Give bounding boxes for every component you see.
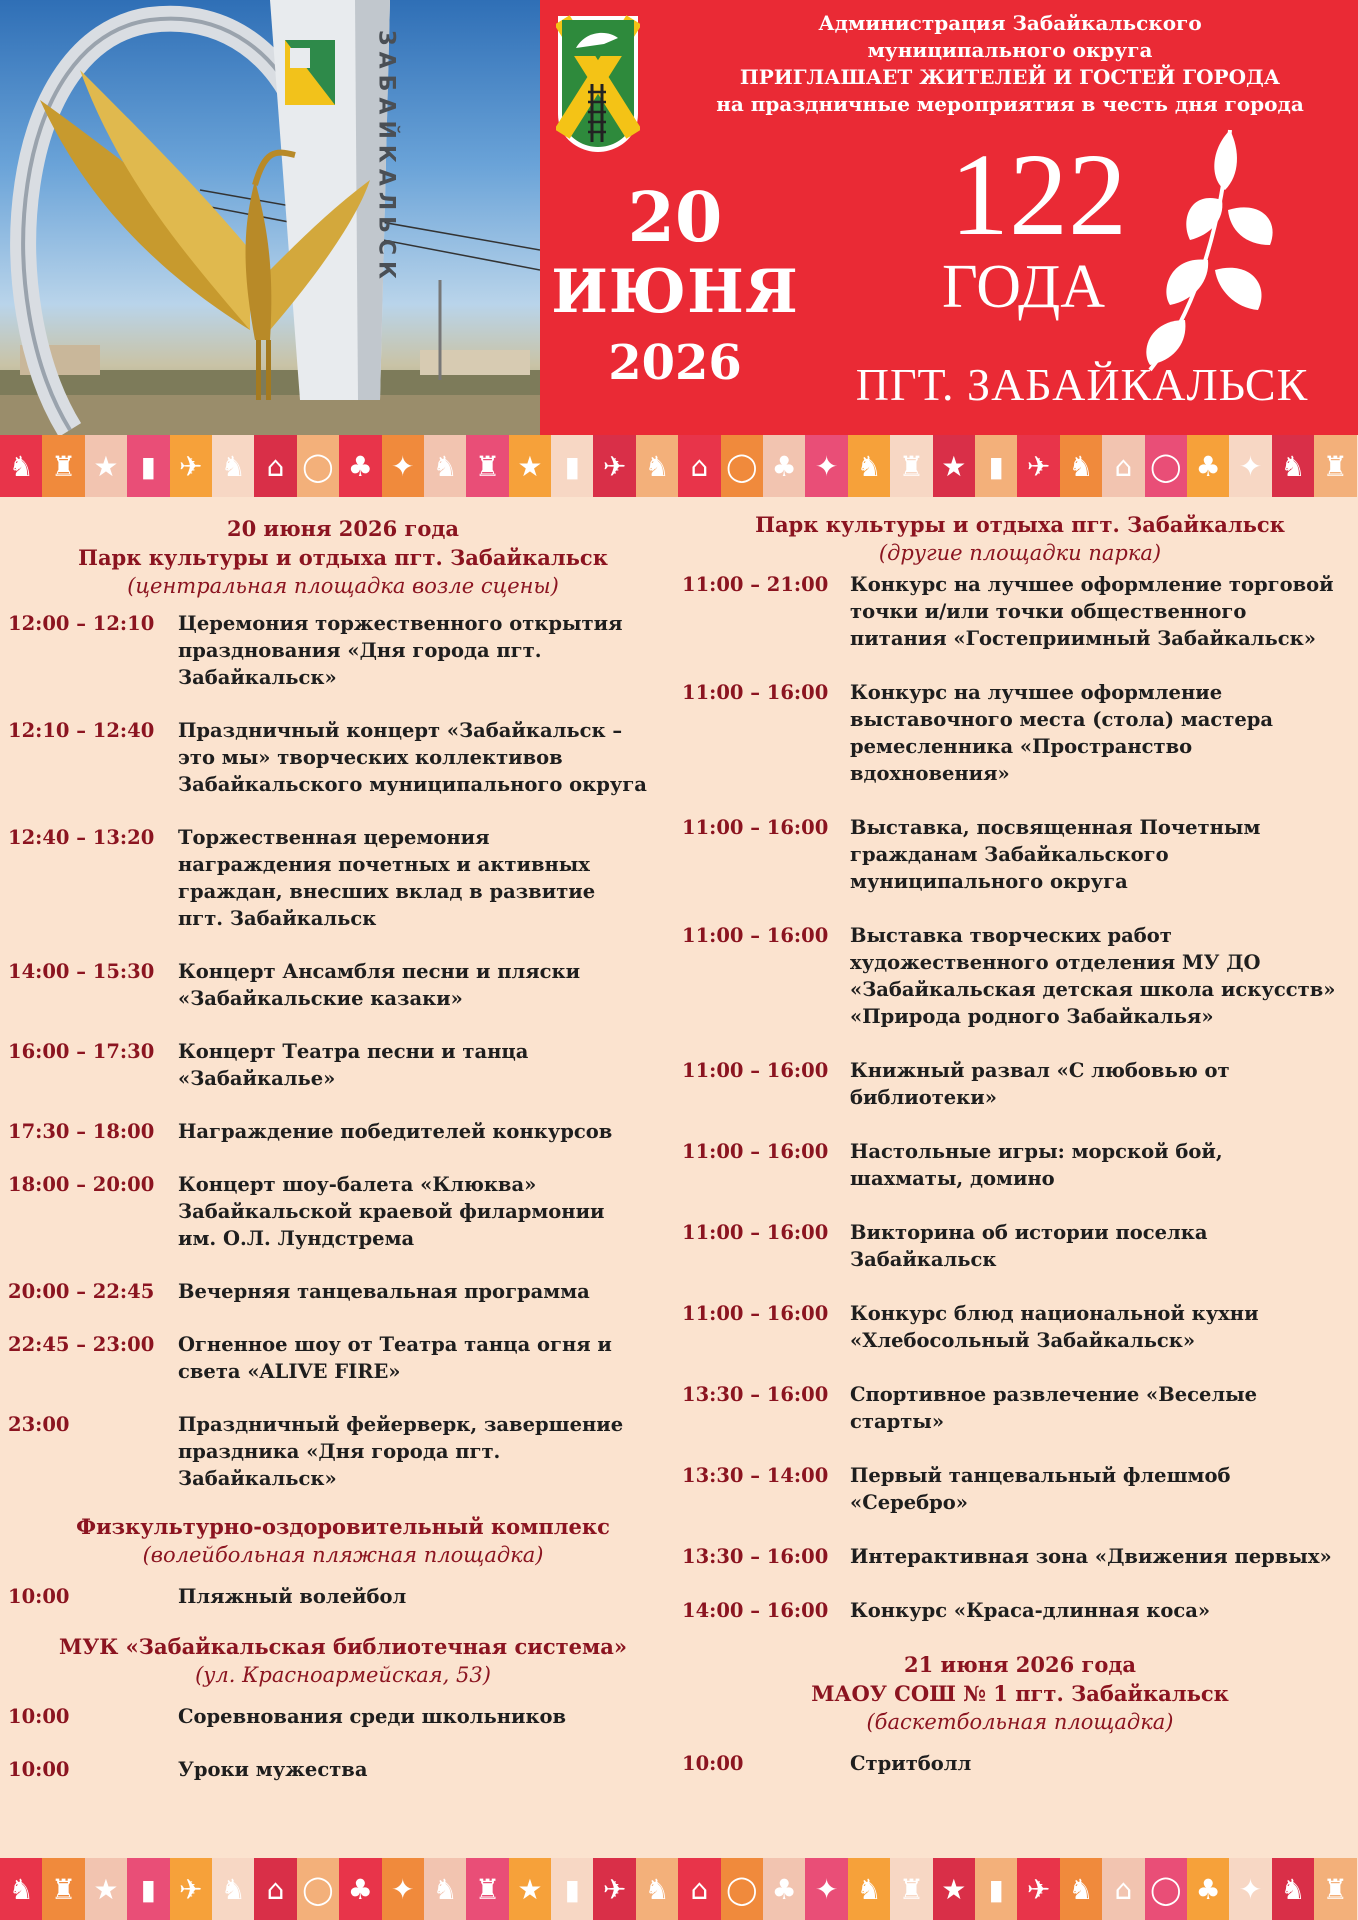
schedule-item (682, 814, 1358, 895)
ornament-tile-icon: ♜ (466, 435, 508, 497)
ornament-strip-bottom (0, 1858, 1358, 1920)
event-time: 17:30 – 18:00 (8, 1120, 155, 1143)
event-description: Стритболл (850, 1752, 972, 1775)
ornament-tile-icon: ✦ (805, 1858, 847, 1920)
ornament-tile-icon: ♞ (424, 435, 466, 497)
admin-line: муниципального округа (867, 38, 1153, 62)
schedule-item (682, 1381, 1358, 1435)
ornament-tile-icon: ♜ (42, 435, 84, 497)
ornament-tile-icon: ♞ (424, 1858, 466, 1920)
ornament-tile-icon: ✈ (170, 1858, 212, 1920)
event-time: 11:00 – 16:00 (682, 1140, 829, 1163)
ornament-tile-icon: ✦ (382, 1858, 424, 1920)
event-time: 14:00 – 15:30 (8, 960, 155, 983)
ornament-tile-icon: ★ (85, 1858, 127, 1920)
ornament-tile-icon: ♞ (1060, 435, 1102, 497)
ornament-tile-icon: ★ (509, 1858, 551, 1920)
section-date: 20 июня 2026 года (226, 516, 460, 541)
event-description: Выставка, посвященная Почетным гражданам Забайкальского муниципального округа (850, 816, 1261, 893)
ornament-tile-icon: ⌂ (678, 1858, 720, 1920)
event-description: Викторина об истории поселка Забайкальск (850, 1221, 1208, 1271)
monument-sign: ЗАБАЙКАЛЬСК (373, 30, 399, 286)
schedule-item (8, 1171, 678, 1252)
schedule-item (682, 1462, 1358, 1516)
event-description: Огненное шоу от Театра танца огня и света «ALIVE FIRE» (178, 1333, 612, 1383)
event-time: 12:40 – 13:20 (8, 826, 155, 849)
event-description: Настольные игры: морской бой, шахматы, домино (850, 1140, 1223, 1190)
section-subtitle: (ул. Красноармейская, 53) (195, 1663, 491, 1687)
schedule-item (8, 1038, 678, 1092)
ornament-tile-icon: ♜ (890, 435, 932, 497)
section-central-stage (8, 514, 678, 1492)
event-description: Спортивное развлечение «Веселые старты» (850, 1383, 1258, 1433)
coat-of-arms-icon (556, 14, 640, 154)
header (0, 0, 1358, 435)
ornament-tile-icon: ▮ (551, 1858, 593, 1920)
ornament-tile-icon: ♞ (1272, 435, 1314, 497)
event-description: Концерт Театра песни и танца «Забайкалье» (178, 1040, 529, 1090)
schedule-item (682, 1750, 1358, 1777)
schedule-item (682, 1300, 1358, 1354)
section-sports-complex (8, 1512, 678, 1610)
ornament-tile-icon: ♞ (1272, 1858, 1314, 1920)
event-time: 10:00 (682, 1752, 744, 1775)
ornament-tile-icon: ✈ (170, 435, 212, 497)
schedule-item (8, 958, 678, 1012)
event-description: Концерт шоу-балета «Клюква» Забайкальской краевой филармонии им. О.Л. Лундстрема (178, 1173, 605, 1250)
schedule-item (8, 1118, 678, 1145)
ornament-tile-icon: ♞ (636, 1858, 678, 1920)
section-venue: Парк культуры и отдыха пгт. Забайкальск (78, 545, 608, 570)
event-time: 16:00 – 17:30 (8, 1040, 155, 1063)
anniversary-number: 122 (950, 129, 1127, 260)
event-description: Уроки мужества (178, 1758, 368, 1781)
ornament-tile-icon: ▮ (551, 435, 593, 497)
event-date (540, 180, 810, 398)
ornament-tile-icon: ✦ (382, 435, 424, 497)
schedule-item (8, 717, 678, 798)
anniversary-word: ГОДА (942, 253, 1106, 321)
ornament-tile-icon: ⌂ (254, 1858, 296, 1920)
section-venue: МУК «Забайкальская библиотечная система» (58, 1634, 627, 1659)
event-description: Концерт Ансамбля песни и пляски «Забайкальские казаки» (178, 960, 581, 1010)
schedule-item (682, 679, 1358, 787)
section-school (682, 1650, 1358, 1777)
ornament-tile-icon: ★ (85, 435, 127, 497)
section-venue: МАОУ СОШ № 1 пгт. Забайкальск (811, 1681, 1229, 1706)
ornament-tile-icon: ♜ (1314, 1858, 1356, 1920)
event-description: Праздничный концерт «Забайкальск – это мы» творческих коллективов Забайкальского муниципального округа (178, 719, 647, 796)
ornament-tile-icon: ♜ (42, 1858, 84, 1920)
schedule-item (682, 1543, 1358, 1570)
ornament-tile-icon: ♞ (212, 435, 254, 497)
ornament-tile-icon: ♣ (763, 435, 805, 497)
ornament-tile-icon: ♣ (339, 1858, 381, 1920)
ornament-tile-icon: ✈ (1017, 1858, 1059, 1920)
ornament-tile-icon: ◯ (1145, 1858, 1187, 1920)
event-time: 23:00 (8, 1413, 70, 1436)
schedule-item (682, 922, 1358, 1030)
ornament-tile-icon: ◯ (297, 1858, 339, 1920)
schedule-item (8, 824, 678, 932)
event-time: 13:30 – 14:00 (682, 1464, 829, 1487)
town-name: ПГТ. ЗАБАЙКАЛЬСК (855, 359, 1309, 410)
event-description: Конкурс «Краса-длинная коса» (850, 1599, 1211, 1622)
left-column (8, 510, 678, 1783)
schedule-item (8, 1583, 678, 1610)
section-subtitle: (баскетбольная площадка) (866, 1710, 1174, 1734)
ornament-tile-icon: ★ (509, 435, 551, 497)
ornament-tile-icon: ✦ (805, 435, 847, 497)
schedule-item (682, 1138, 1358, 1192)
event-description: Торжественная церемония награждения почетных и активных граждан, внесших вклад в развитие пгт. Забайкальск (178, 826, 596, 930)
ornament-tile-icon: ★ (933, 435, 975, 497)
ornament-tile-icon: ♜ (466, 1858, 508, 1920)
ornament-tile-icon: ▮ (975, 1858, 1017, 1920)
ornament-tile-icon: ◯ (721, 1858, 763, 1920)
ornament-tile-icon: ♞ (848, 435, 890, 497)
ornament-tile-icon: ◯ (297, 435, 339, 497)
section-subtitle: (другие площадки парка) (878, 541, 1162, 565)
event-time: 11:00 – 16:00 (682, 924, 829, 947)
ornament-tile-icon: ♣ (763, 1858, 805, 1920)
monument-illustration (0, 0, 540, 435)
date-month: ИЮНЯ (551, 257, 799, 327)
event-time: 11:00 – 16:00 (682, 1302, 829, 1325)
event-description: Выставка творческих работ художественного отделения МУ ДО «Забайкальская детская школа искусств» «Природа родного Забайкалья» (850, 924, 1336, 1028)
date-year: 2026 (608, 335, 742, 391)
schedule-item (8, 1278, 678, 1305)
organizer-text (680, 10, 1340, 118)
event-description: Интерактивная зона «Движения первых» (850, 1545, 1332, 1568)
section-library (8, 1632, 678, 1783)
section-date: 21 июня 2026 года (903, 1652, 1137, 1677)
event-time: 11:00 – 21:00 (682, 573, 829, 596)
event-time: 13:30 – 16:00 (682, 1383, 829, 1406)
ornament-tile-icon: ◯ (721, 435, 763, 497)
event-description: Книжный развал «С любовью от библиотеки» (850, 1059, 1230, 1109)
event-time: 11:00 – 16:00 (682, 816, 829, 839)
ornament-strip-top (0, 435, 1358, 497)
event-time: 22:45 – 23:00 (8, 1333, 155, 1356)
ornament-tile-icon: ▮ (127, 435, 169, 497)
event-description: Церемония торжественного открытия празднования «Дня города пгт. Забайкальск» (178, 612, 623, 689)
event-time: 12:10 – 12:40 (8, 719, 155, 742)
event-time: 10:00 (8, 1705, 70, 1728)
event-time: 12:00 – 12:10 (8, 612, 155, 635)
ornament-tile-icon: ★ (933, 1858, 975, 1920)
invitation-line: ПРИГЛАШАЕТ ЖИТЕЛЕЙ И ГОСТЕЙ ГОРОДА (739, 65, 1281, 89)
schedule-item (682, 1219, 1358, 1273)
event-time: 11:00 – 16:00 (682, 681, 829, 704)
event-time: 13:30 – 16:00 (682, 1545, 829, 1568)
ornament-tile-icon: ✈ (593, 1858, 635, 1920)
ornament-tile-icon: ▮ (127, 1858, 169, 1920)
schedule-item (8, 1703, 678, 1730)
ornament-tile-icon: ✦ (1229, 1858, 1271, 1920)
schedule-item (8, 1331, 678, 1385)
event-time: 10:00 (8, 1758, 70, 1781)
event-description: Соревнования среди школьников (178, 1705, 567, 1728)
ornament-tile-icon: ▮ (975, 435, 1017, 497)
right-column (682, 510, 1358, 1777)
event-time: 20:00 – 22:45 (8, 1280, 155, 1303)
ornament-tile-icon: ♞ (212, 1858, 254, 1920)
ornament-tile-icon: ♞ (0, 1858, 42, 1920)
ornament-tile-icon: ♣ (1187, 1858, 1229, 1920)
ornament-tile-icon: ♞ (636, 435, 678, 497)
ornament-tile-icon: ⌂ (1102, 435, 1144, 497)
event-time: 18:00 – 20:00 (8, 1173, 155, 1196)
ornament-tile-icon: ⌂ (1102, 1858, 1144, 1920)
event-time: 11:00 – 16:00 (682, 1221, 829, 1244)
event-description: Пляжный волейбол (178, 1585, 407, 1608)
title-panel (540, 0, 1358, 435)
schedule-item (682, 1597, 1358, 1624)
schedule-item (682, 1057, 1358, 1111)
section-subtitle: (волейбольная пляжная площадка) (142, 1543, 544, 1567)
event-description: Награждение победителей конкурсов (178, 1120, 613, 1143)
ornament-tile-icon: ♜ (890, 1858, 932, 1920)
event-time: 10:00 (8, 1585, 70, 1608)
event-description: Конкурс на лучшее оформление выставочного места (стола) мастера ремесленника «Пространство вдохновения» (850, 681, 1274, 785)
event-time: 14:00 – 16:00 (682, 1599, 829, 1622)
schedule-item (8, 610, 678, 691)
section-venue: Физкультурно-оздоровительный комплекс (76, 1514, 610, 1539)
event-description: Вечерняя танцевальная программа (178, 1280, 590, 1303)
ornament-tile-icon: ✈ (1017, 435, 1059, 497)
date-day: 20 (627, 178, 723, 258)
ornament-tile-icon: ♞ (1060, 1858, 1102, 1920)
ornament-tile-icon: ⌂ (678, 435, 720, 497)
monument-photo (0, 0, 540, 435)
ornament-tile-icon: ♜ (1314, 435, 1356, 497)
ornament-tile-icon: ♞ (848, 1858, 890, 1920)
event-description: Праздничный фейерверк, завершение праздника «Дня города пгт. Забайкальск» (178, 1413, 624, 1490)
section-venue: Парк культуры и отдыха пгт. Забайкальск (755, 512, 1285, 537)
schedule-item (682, 571, 1358, 652)
ornament-tile-icon: ♣ (339, 435, 381, 497)
schedule-item (8, 1411, 678, 1492)
event-description: Первый танцевальный флешмоб «Серебро» (850, 1464, 1231, 1514)
invitation-sub-line: на праздничные мероприятия в честь дня города (716, 92, 1304, 116)
ornament-tile-icon: ✦ (1229, 435, 1271, 497)
event-time: 11:00 – 16:00 (682, 1059, 829, 1082)
section-subtitle: (центральная площадка возле сцены) (127, 574, 559, 598)
event-description: Конкурс на лучшее оформление торговой точки и/или точки общественного питания «Гостеприимный Забайкальск» (850, 573, 1334, 650)
schedule-item (8, 1756, 678, 1783)
ornament-tile-icon: ♣ (1187, 435, 1229, 497)
ornament-tile-icon: ◯ (1145, 435, 1187, 497)
section-park-other (682, 510, 1358, 1624)
admin-line: Администрация Забайкальского (818, 11, 1202, 35)
laurel-branch-icon (1130, 120, 1330, 380)
ornament-tile-icon: ♞ (0, 435, 42, 497)
ornament-tile-icon: ✈ (593, 435, 635, 497)
ornament-tile-icon: ⌂ (254, 435, 296, 497)
event-description: Конкурс блюд национальной кухни «Хлебосольный Забайкальск» (850, 1302, 1259, 1352)
